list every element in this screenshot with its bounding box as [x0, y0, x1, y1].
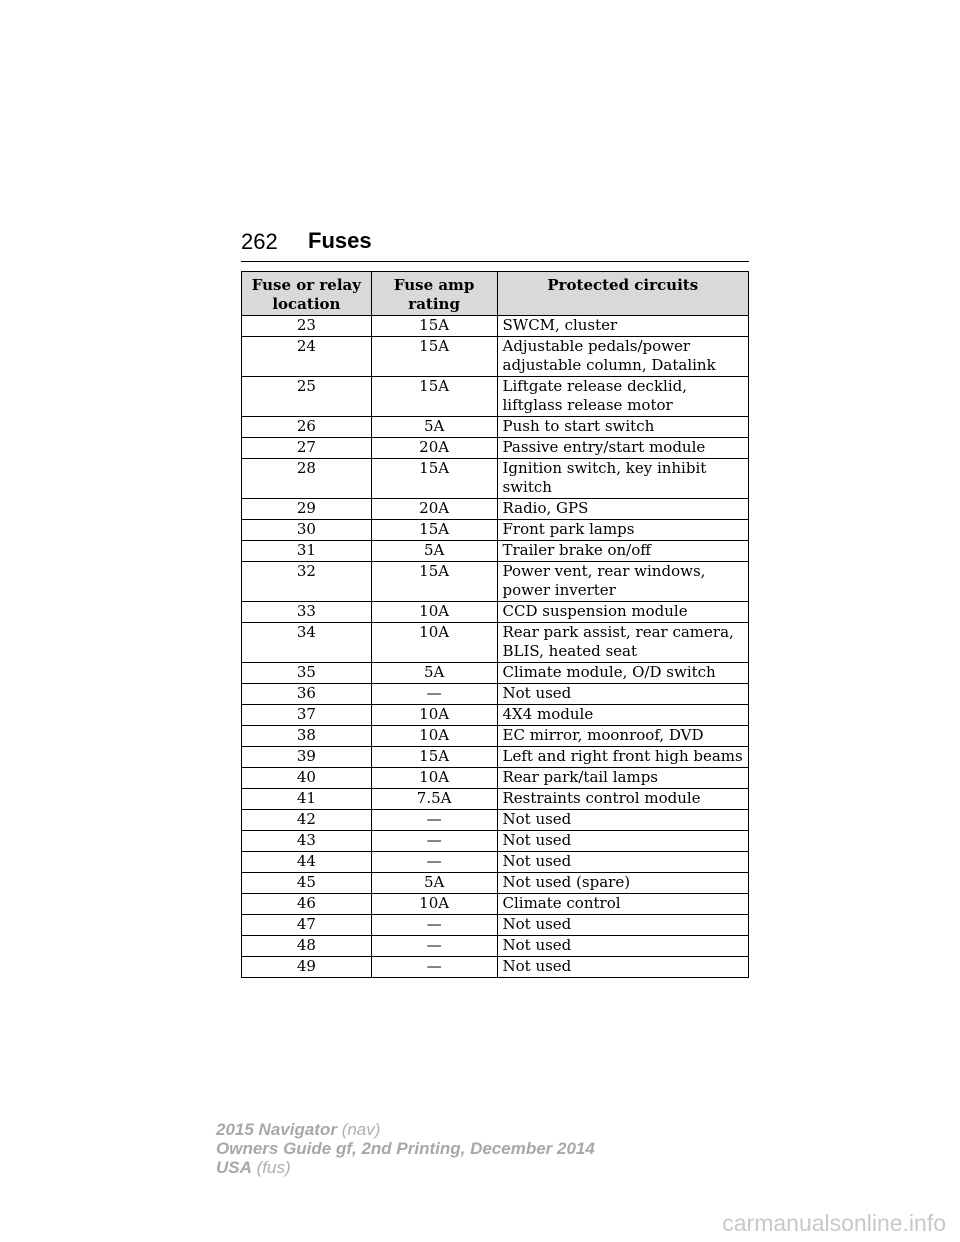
- cell-location: 35: [242, 663, 372, 684]
- cell-amp-rating: —: [371, 915, 497, 936]
- cell-amp-rating: 10A: [371, 602, 497, 623]
- table-row: [242, 936, 749, 957]
- cell-amp-rating: 15A: [371, 562, 497, 602]
- cell-protected-circuits: Adjustable pedals/power adjustable column, Datalink: [497, 337, 749, 377]
- cell-amp-rating: 15A: [371, 747, 497, 768]
- cell-amp-rating: 5A: [371, 541, 497, 562]
- cell-amp-rating: 20A: [371, 499, 497, 520]
- table-row: [242, 602, 749, 623]
- cell-location: 37: [242, 705, 372, 726]
- table-row: [242, 894, 749, 915]
- cell-amp-rating: 10A: [371, 894, 497, 915]
- cell-amp-rating: 10A: [371, 726, 497, 747]
- cell-location: 30: [242, 520, 372, 541]
- cell-protected-circuits: Liftgate release decklid, liftglass release motor: [497, 377, 749, 417]
- footer-model: 2015 Navigator: [216, 1120, 337, 1139]
- cell-protected-circuits: Not used: [497, 810, 749, 831]
- footer-edition: Owners Guide gf, 2nd Printing, December 2014: [216, 1139, 595, 1158]
- table-row: [242, 417, 749, 438]
- document-footer: [216, 1120, 595, 1177]
- cell-location: 34: [242, 623, 372, 663]
- table-row: [242, 831, 749, 852]
- table-row: [242, 438, 749, 459]
- cell-location: 26: [242, 417, 372, 438]
- cell-location: 29: [242, 499, 372, 520]
- cell-amp-rating: —: [371, 810, 497, 831]
- table-row: [242, 663, 749, 684]
- cell-protected-circuits: 4X4 module: [497, 705, 749, 726]
- cell-protected-circuits: Not used: [497, 915, 749, 936]
- cell-protected-circuits: Front park lamps: [497, 520, 749, 541]
- cell-location: 41: [242, 789, 372, 810]
- cell-amp-rating: 10A: [371, 623, 497, 663]
- table-row: [242, 726, 749, 747]
- table-row: [242, 337, 749, 377]
- watermark: carmanualsonline.info: [722, 1210, 946, 1236]
- cell-location: 36: [242, 684, 372, 705]
- table-row: [242, 684, 749, 705]
- cell-protected-circuits: Not used: [497, 936, 749, 957]
- cell-location: 31: [242, 541, 372, 562]
- cell-location: 39: [242, 747, 372, 768]
- cell-protected-circuits: Not used: [497, 684, 749, 705]
- section-title: Fuses: [308, 228, 372, 253]
- cell-protected-circuits: Ignition switch, key inhibit switch: [497, 459, 749, 499]
- footer-line-3: [216, 1158, 595, 1177]
- cell-amp-rating: —: [371, 957, 497, 978]
- cell-protected-circuits: CCD suspension module: [497, 602, 749, 623]
- cell-protected-circuits: Left and right front high beams: [497, 747, 749, 768]
- table-row: [242, 623, 749, 663]
- cell-protected-circuits: Trailer brake on/off: [497, 541, 749, 562]
- cell-location: 28: [242, 459, 372, 499]
- table-row: [242, 768, 749, 789]
- table-row: [242, 873, 749, 894]
- cell-location: 44: [242, 852, 372, 873]
- cell-protected-circuits: Push to start switch: [497, 417, 749, 438]
- column-header-protected-circuits: Protected circuits: [497, 272, 749, 316]
- column-header-amp-rating: Fuse amp rating: [371, 272, 497, 316]
- cell-amp-rating: 7.5A: [371, 789, 497, 810]
- footer-line-1: [216, 1120, 595, 1139]
- cell-protected-circuits: Climate control: [497, 894, 749, 915]
- cell-location: 25: [242, 377, 372, 417]
- cell-location: 46: [242, 894, 372, 915]
- cell-location: 27: [242, 438, 372, 459]
- footer-model-code: (nav): [341, 1120, 381, 1139]
- table-row: [242, 957, 749, 978]
- cell-protected-circuits: Not used: [497, 831, 749, 852]
- cell-amp-rating: 5A: [371, 417, 497, 438]
- cell-location: 43: [242, 831, 372, 852]
- cell-protected-circuits: Power vent, rear windows, power inverter: [497, 562, 749, 602]
- cell-location: 49: [242, 957, 372, 978]
- cell-amp-rating: 10A: [371, 768, 497, 789]
- page-header: [241, 229, 749, 262]
- table-row: [242, 541, 749, 562]
- cell-protected-circuits: SWCM, cluster: [497, 316, 749, 337]
- footer-market-code: (fus): [256, 1158, 291, 1177]
- cell-amp-rating: 20A: [371, 438, 497, 459]
- cell-location: 32: [242, 562, 372, 602]
- cell-amp-rating: 5A: [371, 663, 497, 684]
- footer-market: USA: [216, 1158, 252, 1177]
- table-row: [242, 852, 749, 873]
- table-row: [242, 520, 749, 541]
- cell-location: 42: [242, 810, 372, 831]
- cell-amp-rating: 15A: [371, 459, 497, 499]
- cell-location: 47: [242, 915, 372, 936]
- table-row: [242, 499, 749, 520]
- cell-protected-circuits: Restraints control module: [497, 789, 749, 810]
- table-row: [242, 316, 749, 337]
- cell-amp-rating: 10A: [371, 705, 497, 726]
- table-header-row: [242, 272, 749, 316]
- cell-amp-rating: 15A: [371, 337, 497, 377]
- cell-location: 33: [242, 602, 372, 623]
- table-row: [242, 705, 749, 726]
- cell-amp-rating: —: [371, 684, 497, 705]
- cell-amp-rating: 5A: [371, 873, 497, 894]
- cell-protected-circuits: Rear park/tail lamps: [497, 768, 749, 789]
- column-header-location: Fuse or relay location: [242, 272, 372, 316]
- cell-protected-circuits: Not used: [497, 852, 749, 873]
- table-header: [242, 272, 749, 316]
- cell-location: 40: [242, 768, 372, 789]
- table-row: [242, 562, 749, 602]
- cell-amp-rating: —: [371, 936, 497, 957]
- page-number: 262: [241, 229, 278, 254]
- cell-location: 48: [242, 936, 372, 957]
- table-row: [242, 459, 749, 499]
- cell-protected-circuits: EC mirror, moonroof, DVD: [497, 726, 749, 747]
- cell-protected-circuits: Radio, GPS: [497, 499, 749, 520]
- footer-line-2: [216, 1139, 595, 1158]
- cell-protected-circuits: Not used (spare): [497, 873, 749, 894]
- cell-protected-circuits: Rear park assist, rear camera, BLIS, heated seat: [497, 623, 749, 663]
- cell-amp-rating: —: [371, 852, 497, 873]
- fuse-table: [241, 271, 749, 978]
- table-row: [242, 810, 749, 831]
- cell-location: 23: [242, 316, 372, 337]
- table-row: [242, 747, 749, 768]
- cell-location: 38: [242, 726, 372, 747]
- cell-location: 24: [242, 337, 372, 377]
- cell-protected-circuits: Passive entry/start module: [497, 438, 749, 459]
- cell-location: 45: [242, 873, 372, 894]
- table-row: [242, 789, 749, 810]
- table-row: [242, 915, 749, 936]
- cell-amp-rating: 15A: [371, 520, 497, 541]
- cell-amp-rating: 15A: [371, 377, 497, 417]
- table-row: [242, 377, 749, 417]
- cell-protected-circuits: Climate module, O/D switch: [497, 663, 749, 684]
- cell-amp-rating: 15A: [371, 316, 497, 337]
- cell-protected-circuits: Not used: [497, 957, 749, 978]
- table-body: [242, 316, 749, 978]
- cell-amp-rating: —: [371, 831, 497, 852]
